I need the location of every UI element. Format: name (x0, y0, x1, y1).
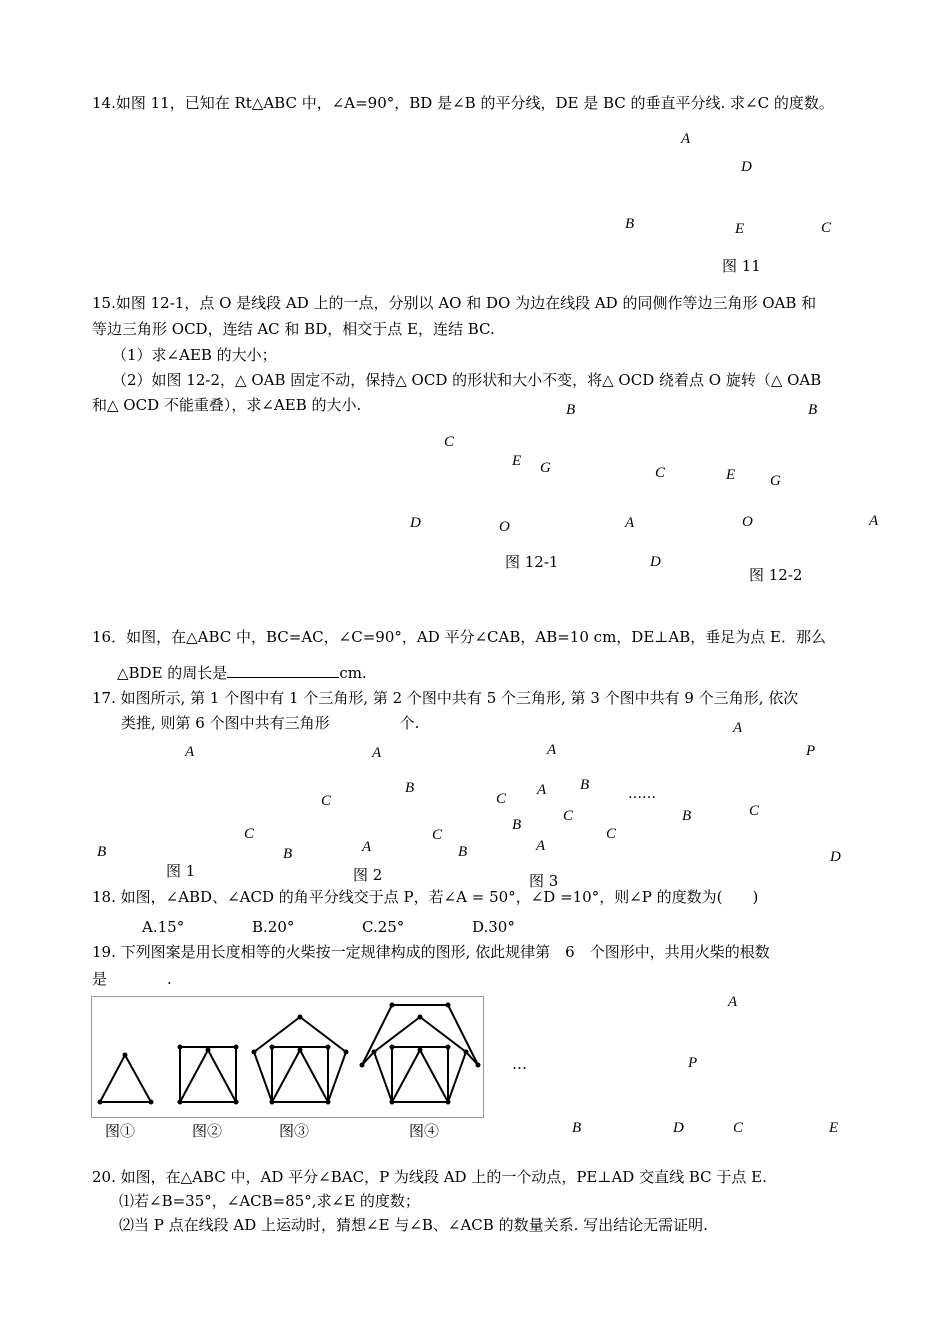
q15-fig1-label-g: G (540, 460, 551, 476)
q16-line2 (117, 663, 367, 682)
q15-fig1-label-b: B (566, 402, 576, 418)
q14-label-e: E (735, 221, 745, 237)
q20-fig-label-d: D (673, 1120, 684, 1136)
q14-label-c: C (821, 220, 832, 236)
q15-fig2-label-o: O (742, 514, 753, 530)
q17-line2-post: 个. (399, 714, 420, 732)
q20-fig-label-b: B (572, 1120, 582, 1136)
q15-fig2-label-d: D (650, 554, 661, 570)
q17-fig3-label-b-bottom: B (458, 844, 468, 860)
q14-text: 14.如图 11，已知在 Rt△ABC 中，∠A=90°，BD 是∠B 的平分线，DE 是 BC 的垂直平分线. 求∠C 的度数。 (92, 94, 834, 112)
q20-fig-label-a: A (728, 994, 738, 1010)
q20-fig-label-c: C (733, 1120, 744, 1136)
q20-sub2: ⑵当 P 点在线段 AD 上运动时，猜想∠E 与∠B、∠ACB 的数量关系. 写出结论无需证明. (119, 1216, 708, 1234)
q17-fig2-label-c: C (321, 793, 332, 809)
q15-fig1-label-d: D (410, 515, 421, 531)
q19-ellipsis: … (512, 1055, 527, 1073)
q19-line1: 19. 下列图案是用长度相等的火柴按一定规律构成的图形, 依此规律第 6 个图形中，共用火柴的根数 (92, 943, 770, 961)
q17-fig3-label-b-top: B (580, 777, 590, 793)
q15-fig1-label-o: O (499, 519, 510, 535)
q17-fig3-label-a-top: A (547, 742, 557, 758)
q17-line1: 17. 如图所示, 第 1 个图中有 1 个三角形, 第 2 个图中共有 5 个三角形, 第 3 个图中共有 9 个三角形, 依次 (92, 689, 799, 707)
q17-fig2-label-b-bottom: B (283, 846, 293, 862)
q17-fig1-caption: 图 1 (166, 862, 196, 880)
q15-fig1-caption: 图 12-1 (505, 553, 559, 571)
q15-fig2-label-a: A (869, 513, 879, 529)
q19-line2: 是 . (92, 970, 172, 988)
q17-fig3-caption: 图 3 (529, 872, 559, 890)
q18-option-d: D.30° (472, 918, 515, 936)
q17-fig1-label-a: A (185, 744, 195, 760)
q17-line2-pre: 类推, 则第 6 个图中共有三角形 (121, 714, 330, 732)
q17-fig3-label-c-bottom: C (432, 827, 443, 843)
q19-caption-4: 图④ (409, 1122, 440, 1140)
matchstick-patterns (92, 997, 483, 1117)
q20-fig-label-p: P (688, 1055, 698, 1071)
q17-line2 (121, 714, 419, 732)
q14-label-b: B (625, 216, 635, 232)
q15-sub2a: （2）如图 12-2，△ OAB 固定不动，保持△ OCD 的形状和大小不变，将△ OCD 绕着点 O 旋转（△ OAB (112, 371, 822, 389)
q15-fig1-label-c: C (444, 434, 455, 450)
q16-line1: 16．如图，在△ABC 中，BC=AC，∠C=90°，AD 平分∠CAB，AB=10 cm，DE⊥AB，垂足为点 E．那么 (92, 628, 826, 646)
q19-caption-2: 图② (192, 1122, 223, 1140)
q15-line1: 15.如图 12-1，点 O 是线段 AD 上的一点，分别以 AO 和 DO 为边在线段 AD 的同侧作等边三角形 OAB 和 (92, 294, 817, 312)
q16-line2-post: cm. (339, 664, 367, 682)
q15-fig2-label-b: B (808, 402, 818, 418)
q16-line2-pre: △BDE 的周长是 (117, 664, 228, 682)
q15-line2: 等边三角形 OCD，连结 AC 和 BD，相交于点 E，连结 BC. (92, 320, 495, 338)
q17-fig2-label-b-top: B (405, 780, 415, 796)
q15-fig2-label-e: E (726, 467, 736, 483)
q19-caption-1: 图① (105, 1122, 136, 1140)
q18-option-c: C.25° (362, 918, 405, 936)
q15-fig1-label-a: A (625, 515, 635, 531)
q18-option-b: B.20° (252, 918, 295, 936)
q17-fig3-label-c-mid: C (563, 808, 574, 824)
q15-fig2-caption: 图 12-2 (749, 566, 803, 584)
q18-fig-label-b: B (682, 808, 692, 824)
q15-sub1: （1）求∠AEB 的大小； (112, 346, 277, 364)
q15-sub2b: 和△ OCD 不能重叠），求∠AEB 的大小. (92, 396, 362, 414)
matchstick-figure-box (91, 996, 484, 1118)
q20-sub1: ⑴若∠B=35°，∠ACB=85°,求∠E 的度数； (119, 1192, 420, 1210)
q17-fig3-label-c-right: C (606, 826, 617, 842)
q18-option-a: A.15° (142, 918, 185, 936)
q17-fig3-label-a-mid: A (537, 782, 547, 798)
q17-fig3-label-a-bottom: A (536, 838, 546, 854)
q20-line1: 20. 如图，在△ABC 中，AD 平分∠BAC，P 为线段 AD 上的一个动点，PE⊥AD 交直线 BC 于点 E. (92, 1168, 767, 1186)
q15-fig2-label-c: C (655, 465, 666, 481)
q17-fig2-label-a-bottom: A (362, 839, 372, 855)
q15-fig1-label-e: E (512, 453, 522, 469)
q16-answer-blank (227, 663, 339, 678)
q17-ellipsis: …… (628, 786, 656, 802)
q17-fig1-label-b: B (97, 844, 107, 860)
q14-label-d: D (741, 159, 752, 175)
q18-options (142, 918, 582, 936)
q17-fig1-label-c: C (244, 826, 255, 842)
q14-caption: 图 11 (722, 257, 761, 275)
q18-fig-label-d: D (830, 849, 841, 865)
q19-caption-3: 图③ (279, 1122, 310, 1140)
q15-fig2-label-g: G (770, 473, 781, 489)
q17-fig2-label-a-top: A (372, 745, 382, 761)
q18-text: 18. 如图，∠ABD、∠ACD 的角平分线交于点 P，若∠A = 50°，∠D =10°，则∠P 的度数为( ) (92, 888, 759, 906)
q20-fig-label-e: E (829, 1120, 839, 1136)
q18-fig-label-c: C (749, 803, 760, 819)
q18-fig-label-p: P (806, 743, 816, 759)
q17-fig2-caption: 图 2 (353, 866, 383, 884)
q14-label-a: A (681, 131, 691, 147)
q17-fig3-label-c-left: C (496, 791, 507, 807)
q18-fig-label-a: A (733, 720, 743, 736)
q17-fig3-label-b-mid: B (512, 817, 522, 833)
